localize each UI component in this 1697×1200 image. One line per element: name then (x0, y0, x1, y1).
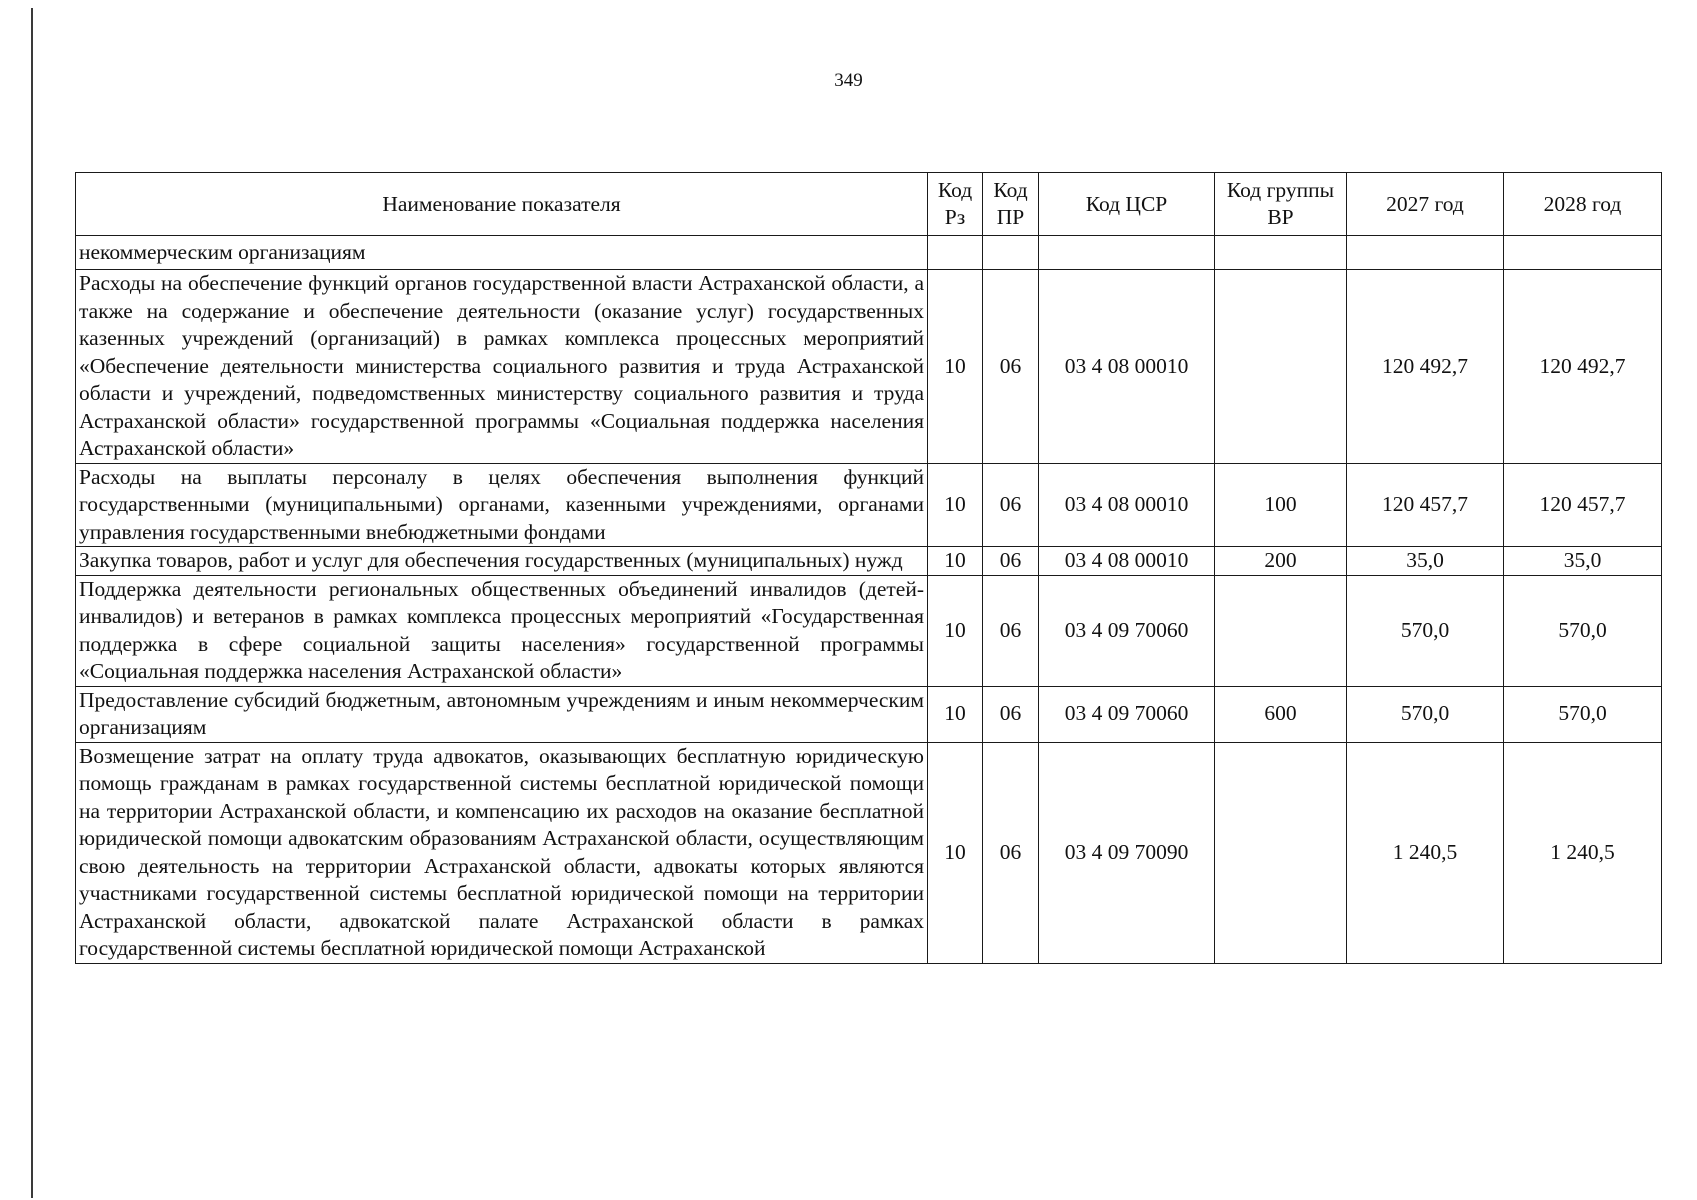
cell-rz: 10 (928, 742, 983, 963)
page-number: 349 (834, 70, 863, 91)
cell-2027: 1 240,5 (1347, 742, 1504, 963)
table-row (76, 742, 1662, 963)
cell-2027: 570,0 (1347, 575, 1504, 686)
cell-2028: 570,0 (1504, 686, 1662, 742)
cell-pr: 06 (983, 575, 1039, 686)
cell-vr: 600 (1215, 686, 1347, 742)
budget-table (75, 172, 1662, 964)
cell-csr: 03 4 08 00010 (1039, 270, 1215, 464)
header-2027: 2027 год (1347, 173, 1504, 236)
table-row (76, 270, 1662, 464)
cell-csr: 03 4 09 70060 (1039, 686, 1215, 742)
cell-2028: 35,0 (1504, 547, 1662, 576)
header-rz: Код Рз (928, 173, 983, 236)
cell-vr (1215, 575, 1347, 686)
cell-2027: 35,0 (1347, 547, 1504, 576)
cell-pr: 06 (983, 270, 1039, 464)
table-row (76, 463, 1662, 547)
cell-name: Расходы на обеспечение функций органов государственной власти Астраханской области, а также на содержание и обеспечение деятельности (оказание услуг) государственных казенных учреждений (организаций) в рамках комплекса процессных мероприятий «Обеспечение деятельности министерства социального развития и труда Астраханской области и учреждений, подведомственных министерству социального развития и труда Астраханской области» государственной программы «Социальная поддержка населения Астраханской области» (76, 270, 928, 464)
cell-2028 (1504, 236, 1662, 270)
header-csr: Код ЦСР (1039, 173, 1215, 236)
header-pr: Код ПР (983, 173, 1039, 236)
cell-pr: 06 (983, 686, 1039, 742)
margin-line (31, 8, 33, 1198)
cell-csr: 03 4 08 00010 (1039, 547, 1215, 576)
table-row (76, 236, 1662, 270)
cell-2027: 120 492,7 (1347, 270, 1504, 464)
cell-name: Закупка товаров, работ и услуг для обеспечения государственных (муниципальных) нужд (76, 547, 928, 576)
cell-name: некоммерческим организациям (76, 236, 928, 270)
cell-csr: 03 4 09 70090 (1039, 742, 1215, 963)
cell-rz: 10 (928, 270, 983, 464)
cell-name: Возмещение затрат на оплату труда адвокатов, оказывающих бесплатную юридическую помощь гражданам в рамках государственной системы бесплатной юридической помощи на территории Астраханской области, и компенсацию их расходов на оказание бесплатной юридической помощи адвокатским образованиям Астраханской области, осуществляющим свою деятельность на территории Астраханской области, адвокаты которых являются участниками государственной системы бесплатной юридической помощи на территории Астраханской области, адвокатской палате Астраханской области в рамках государственной системы бесплатной юридической помощи Астраханской (76, 742, 928, 963)
cell-name: Расходы на выплаты персоналу в целях обеспечения выполнения функций государственными (муниципальными) органами, казенными учреждениями, органами управления государственными внебюджетными фондами (76, 463, 928, 547)
cell-vr: 100 (1215, 463, 1347, 547)
cell-2028: 1 240,5 (1504, 742, 1662, 963)
cell-csr (1039, 236, 1215, 270)
cell-name: Предоставление субсидий бюджетным, автономным учреждениям и иным некоммерческим организациям (76, 686, 928, 742)
cell-2028: 570,0 (1504, 575, 1662, 686)
cell-2028: 120 492,7 (1504, 270, 1662, 464)
cell-2028: 120 457,7 (1504, 463, 1662, 547)
cell-rz: 10 (928, 547, 983, 576)
cell-pr: 06 (983, 463, 1039, 547)
header-vr: Код группы ВР (1215, 173, 1347, 236)
cell-csr: 03 4 09 70060 (1039, 575, 1215, 686)
cell-csr: 03 4 08 00010 (1039, 463, 1215, 547)
cell-rz: 10 (928, 463, 983, 547)
cell-rz: 10 (928, 686, 983, 742)
cell-vr (1215, 236, 1347, 270)
cell-2027 (1347, 236, 1504, 270)
cell-rz: 10 (928, 575, 983, 686)
table-row (76, 575, 1662, 686)
table-row (76, 686, 1662, 742)
table-header-row (76, 173, 1662, 236)
table-row (76, 547, 1662, 576)
cell-pr: 06 (983, 547, 1039, 576)
cell-pr: 06 (983, 742, 1039, 963)
header-name: Наименование показателя (76, 173, 928, 236)
cell-name: Поддержка деятельности региональных общественных объединений инвалидов (детей-инвалидов) и ветеранов в рамках комплекса процессных мероприятий «Государственная поддержка в сфере социальной защиты населения» государственной программы «Социальная поддержка населения Астраханской области» (76, 575, 928, 686)
cell-rz (928, 236, 983, 270)
cell-2027: 120 457,7 (1347, 463, 1504, 547)
header-2028: 2028 год (1504, 173, 1662, 236)
cell-pr (983, 236, 1039, 270)
cell-vr (1215, 742, 1347, 963)
cell-vr: 200 (1215, 547, 1347, 576)
cell-vr (1215, 270, 1347, 464)
cell-2027: 570,0 (1347, 686, 1504, 742)
